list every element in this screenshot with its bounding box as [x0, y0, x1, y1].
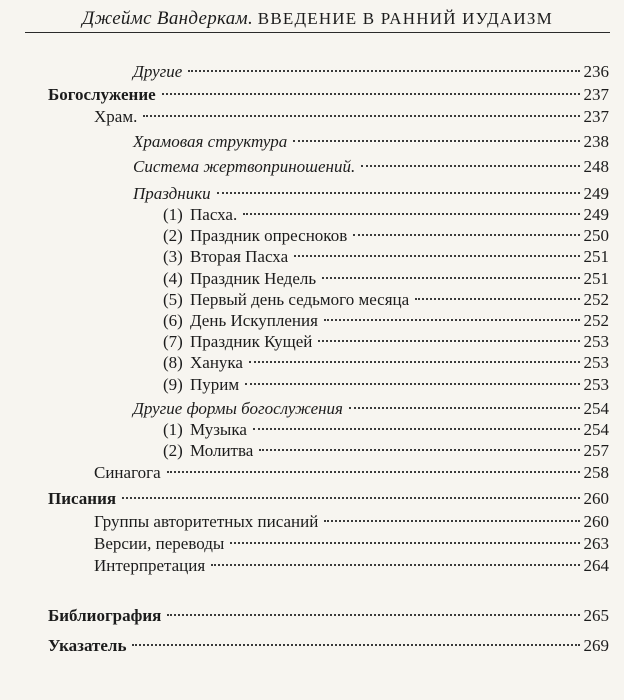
toc-entry-page: 251 — [583, 269, 609, 288]
toc-entry-number: (4) — [163, 269, 183, 288]
dot-leader — [293, 125, 579, 147]
dot-leader — [324, 304, 580, 326]
toc-entry-page: 236 — [583, 62, 609, 81]
toc-entry-page: 265 — [583, 606, 609, 625]
dot-leader — [259, 434, 579, 456]
dot-leader — [162, 78, 580, 100]
toc-entry — [48, 599, 609, 625]
toc-entry-title: Богослужение — [48, 85, 156, 104]
dot-leader — [353, 219, 579, 241]
dot-leader — [132, 629, 579, 651]
dot-leader — [415, 283, 579, 305]
toc-entry-title: Храм. — [94, 107, 138, 126]
toc-entry — [133, 125, 609, 151]
toc-entry-title: Пурим — [190, 375, 240, 394]
toc-entry-number: (7) — [163, 332, 183, 351]
toc-entry-title: Писания — [48, 489, 117, 508]
dot-leader — [253, 413, 580, 435]
toc-entry — [163, 434, 609, 460]
toc-entry-page: 238 — [583, 132, 609, 151]
toc-entry-page: 249 — [583, 184, 609, 203]
toc-entry-title: Пасха. — [190, 205, 238, 224]
toc-entry-number: (2) — [163, 226, 183, 245]
header-author: Джеймс Вандеркам. — [82, 8, 254, 29]
toc-entry-page: 237 — [583, 85, 609, 104]
toc-entry-number: (8) — [163, 353, 183, 372]
dot-leader — [322, 262, 579, 284]
toc-entry-page: 260 — [583, 512, 609, 531]
toc-entry-title: Группы авторитетных писаний — [94, 512, 319, 531]
dot-leader — [324, 505, 579, 527]
toc-entry-title: Библиография — [48, 606, 162, 625]
dot-leader — [249, 346, 580, 368]
toc-entry-page: 253 — [583, 332, 609, 351]
toc-entry — [133, 55, 609, 81]
toc-entry — [48, 629, 609, 655]
toc-entry-page: 253 — [583, 375, 609, 394]
dot-leader — [245, 368, 579, 390]
toc-entry-page: 252 — [583, 311, 609, 330]
toc-entry-title: Музыка — [190, 420, 247, 439]
toc-entry — [163, 325, 609, 351]
toc-entry-page: 257 — [583, 441, 609, 460]
toc-entry — [133, 150, 609, 176]
toc-entry — [133, 177, 609, 203]
toc-entry-page: 263 — [583, 534, 609, 553]
toc-entry-page: 249 — [583, 205, 609, 224]
dot-leader — [318, 325, 579, 347]
toc-entry-title: Храмовая структура — [133, 132, 288, 151]
toc-entry-title: Синагога — [94, 463, 161, 482]
toc-entry — [48, 78, 609, 104]
toc-entry — [94, 505, 609, 531]
toc-entry — [163, 368, 609, 394]
toc-entry-page: 260 — [583, 489, 609, 508]
toc-entry-page: 269 — [583, 636, 609, 655]
toc-entry-title: Интерпретация — [94, 556, 206, 575]
toc-entry-page: 250 — [583, 226, 609, 245]
toc-entry — [94, 527, 609, 553]
dot-leader — [349, 392, 580, 414]
dot-leader — [167, 456, 580, 478]
toc-entry — [163, 283, 609, 309]
toc-entry-title: Указатель — [48, 636, 127, 655]
toc-entry-title: Праздник Кущей — [190, 332, 313, 351]
toc-entry — [163, 219, 609, 245]
toc-entry-number: (1) — [163, 205, 183, 224]
toc-entry-title: Праздник Недель — [190, 269, 317, 288]
toc-entry — [163, 240, 609, 266]
toc-entry-number: (2) — [163, 441, 183, 460]
toc-entry-title: Другие формы богослужения — [133, 399, 343, 418]
toc-entry — [94, 456, 609, 482]
toc-entry-page: 237 — [583, 107, 609, 126]
toc-entry-number: (5) — [163, 290, 183, 309]
dot-leader — [230, 527, 579, 549]
dot-leader — [361, 150, 579, 172]
toc-entry-number: (9) — [163, 375, 183, 394]
dot-leader — [243, 198, 579, 220]
toc-entry-title: Вторая Пасха — [190, 247, 289, 266]
toc-entry-page: 258 — [583, 463, 609, 482]
toc-entry-page: 248 — [583, 157, 609, 176]
toc-entry — [163, 413, 609, 439]
dot-leader — [188, 55, 579, 77]
dot-leader — [294, 240, 579, 262]
toc-entry-title: Праздник опресноков — [190, 226, 348, 245]
toc-entry — [163, 304, 609, 330]
toc-entry-page: 253 — [583, 353, 609, 372]
toc-entry-page: 264 — [583, 556, 609, 575]
toc-entry — [163, 198, 609, 224]
toc-entry-number: (1) — [163, 420, 183, 439]
toc-entry — [163, 262, 609, 288]
toc-entry-title: Система жертвоприношений. — [133, 157, 356, 176]
toc-entry — [133, 392, 609, 418]
toc-entry-page: 252 — [583, 290, 609, 309]
toc-entry-title: Молитва — [190, 441, 254, 460]
header-title: ВВЕДЕНИЕ В РАННИЙ ИУДАИЗМ — [257, 9, 553, 28]
toc-entry-number: (6) — [163, 311, 183, 330]
dot-leader — [167, 599, 579, 621]
dot-leader — [143, 100, 579, 122]
toc-entry-title: День Искупления — [190, 311, 318, 330]
toc-entry-title: Другие — [133, 62, 183, 81]
toc-entry — [94, 549, 609, 575]
toc-entry-page: 254 — [583, 420, 609, 439]
toc-entry-page: 254 — [583, 399, 609, 418]
toc-entry-page: 251 — [583, 247, 609, 266]
dot-leader — [217, 177, 580, 199]
toc-entry-title: Ханука — [190, 353, 243, 372]
dot-leader — [122, 482, 579, 504]
toc-entry-title: Праздники — [133, 184, 211, 203]
toc-entry — [48, 482, 609, 508]
toc-entry — [94, 100, 609, 126]
dot-leader — [211, 549, 579, 571]
toc-entry-title: Первый день седьмого месяца — [190, 290, 410, 309]
toc-entry-title: Версии, переводы — [94, 534, 225, 553]
toc-entry — [163, 346, 609, 372]
toc-entry-number: (3) — [163, 247, 183, 266]
